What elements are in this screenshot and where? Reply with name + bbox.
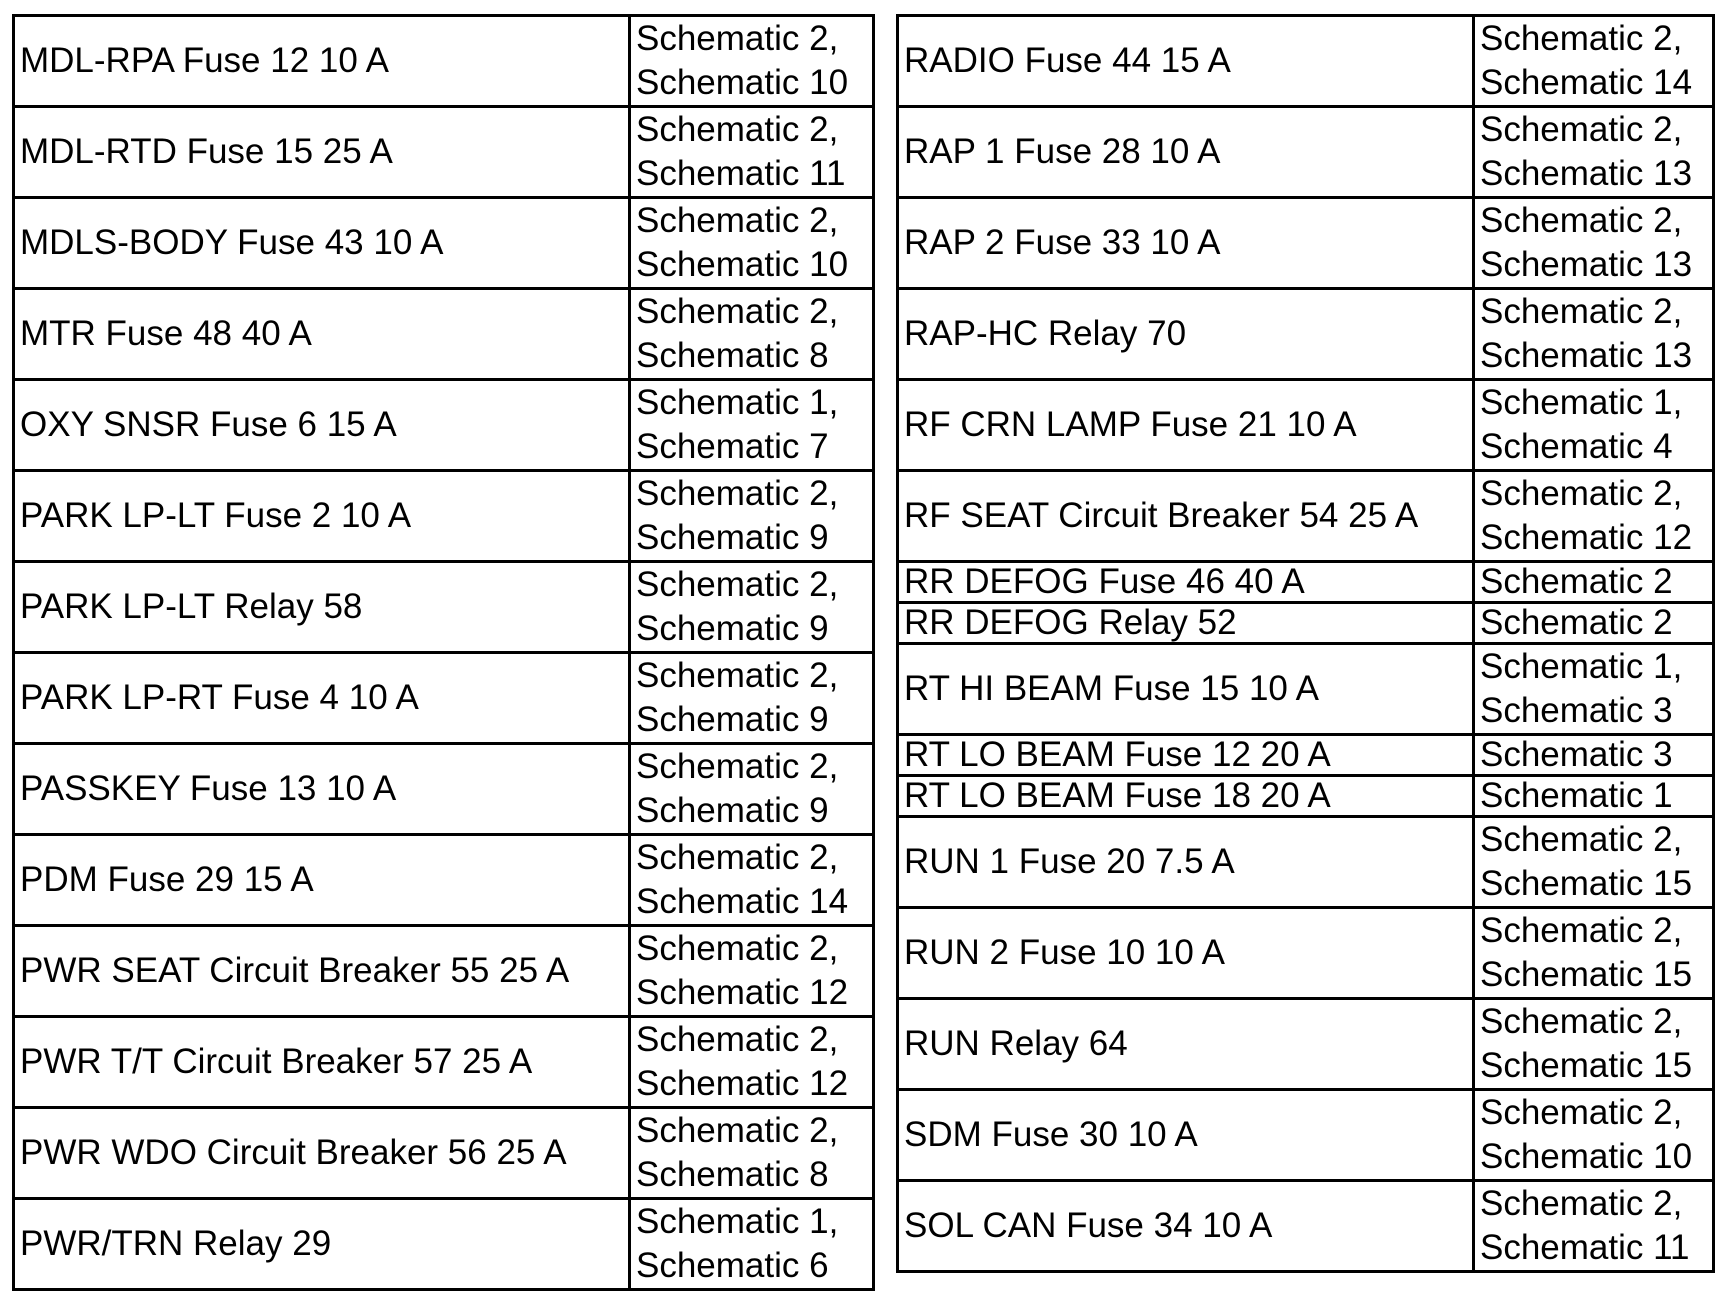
table-row	[14, 744, 874, 835]
schematic-ref-cell	[630, 1199, 874, 1290]
schematic-ref: Schematic 10	[636, 63, 849, 102]
table-row	[14, 1199, 874, 1290]
schematic-ref: Schematic 13	[1480, 336, 1693, 375]
schematic-ref-cell	[1474, 603, 1714, 644]
schematic-ref-cell	[630, 744, 874, 835]
schematic-ref: Schematic 14	[636, 882, 849, 921]
fuse-table-right	[896, 14, 1715, 1273]
component-cell: RF SEAT Circuit Breaker 54 25 A	[898, 471, 1474, 562]
schematic-ref: Schematic 9	[636, 700, 829, 739]
table-row	[898, 562, 1714, 603]
schematic-ref-cell	[1474, 817, 1714, 908]
schematic-ref: Schematic 13	[1480, 154, 1693, 193]
component-cell: PWR SEAT Circuit Breaker 55 25 A	[14, 926, 630, 1017]
schematic-ref: Schematic 6	[636, 1246, 829, 1285]
component-cell: RUN Relay 64	[898, 999, 1474, 1090]
schematic-ref-cell	[630, 380, 874, 471]
component-cell: PARK LP-RT Fuse 4 10 A	[14, 653, 630, 744]
schematic-ref-cell	[1474, 380, 1714, 471]
table-row	[14, 380, 874, 471]
schematic-ref: Schematic 9	[636, 791, 829, 830]
table-row	[14, 926, 874, 1017]
table-row	[898, 107, 1714, 198]
schematic-ref: Schematic 2,	[1480, 911, 1683, 950]
schematic-ref: Schematic 15	[1480, 955, 1693, 994]
component-cell: MDL-RPA Fuse 12 10 A	[14, 16, 630, 107]
table-row	[14, 653, 874, 744]
schematic-ref: Schematic 9	[636, 609, 829, 648]
schematic-ref-cell	[1474, 644, 1714, 735]
schematic-ref: Schematic 1,	[636, 383, 839, 422]
schematic-ref-cell	[1474, 735, 1714, 776]
schematic-ref: Schematic 2,	[1480, 292, 1683, 331]
component-cell: RAP 2 Fuse 33 10 A	[898, 198, 1474, 289]
component-cell: RT HI BEAM Fuse 15 10 A	[898, 644, 1474, 735]
table-row	[898, 817, 1714, 908]
table-row	[898, 1181, 1714, 1272]
schematic-ref: Schematic 2,	[636, 656, 839, 695]
schematic-ref-cell	[1474, 289, 1714, 380]
table-row	[898, 289, 1714, 380]
schematic-ref-cell	[1474, 471, 1714, 562]
schematic-ref: Schematic 11	[636, 154, 846, 193]
schematic-ref: Schematic 2	[1480, 603, 1673, 642]
component-cell: RT LO BEAM Fuse 18 20 A	[898, 776, 1474, 817]
schematic-ref: Schematic 12	[1480, 518, 1693, 557]
component-cell: PASSKEY Fuse 13 10 A	[14, 744, 630, 835]
table-row	[898, 198, 1714, 289]
schematic-ref: Schematic 15	[1480, 864, 1693, 903]
component-cell: SDM Fuse 30 10 A	[898, 1090, 1474, 1181]
schematic-ref: Schematic 2,	[636, 1020, 839, 1059]
fuse-table-left	[12, 14, 875, 1291]
table-row	[898, 776, 1714, 817]
schematic-ref-cell	[1474, 562, 1714, 603]
schematic-ref: Schematic 2,	[1480, 820, 1683, 859]
table-row	[14, 835, 874, 926]
table-row	[14, 1108, 874, 1199]
schematic-ref-cell	[1474, 908, 1714, 999]
schematic-ref: Schematic 2,	[1480, 1184, 1683, 1223]
component-cell: PDM Fuse 29 15 A	[14, 835, 630, 926]
table-row	[898, 380, 1714, 471]
schematic-ref-cell	[630, 1017, 874, 1108]
schematic-ref-cell	[1474, 16, 1714, 107]
component-cell: OXY SNSR Fuse 6 15 A	[14, 380, 630, 471]
schematic-ref: Schematic 11	[1480, 1228, 1690, 1267]
table-row	[898, 908, 1714, 999]
table-row	[898, 1090, 1714, 1181]
component-cell: RADIO Fuse 44 15 A	[898, 16, 1474, 107]
schematic-ref-cell	[630, 289, 874, 380]
component-cell: RUN 1 Fuse 20 7.5 A	[898, 817, 1474, 908]
table-row	[14, 198, 874, 289]
table-row	[14, 1017, 874, 1108]
component-cell: MDL-RTD Fuse 15 25 A	[14, 107, 630, 198]
schematic-ref: Schematic 10	[636, 245, 849, 284]
component-cell: PWR WDO Circuit Breaker 56 25 A	[14, 1108, 630, 1199]
schematic-ref: Schematic 12	[636, 973, 849, 1012]
schematic-ref-cell	[1474, 1181, 1714, 1272]
component-cell: MDLS-BODY Fuse 43 10 A	[14, 198, 630, 289]
fuse-table-left-body	[14, 16, 874, 1290]
schematic-ref: Schematic 2,	[1480, 1002, 1683, 1041]
schematic-ref-cell	[630, 198, 874, 289]
schematic-ref: Schematic 2,	[636, 1111, 839, 1150]
table-row	[14, 562, 874, 653]
component-cell: PWR/TRN Relay 29	[14, 1199, 630, 1290]
table-row	[14, 107, 874, 198]
component-cell: RT LO BEAM Fuse 12 20 A	[898, 735, 1474, 776]
schematic-ref: Schematic 2,	[636, 747, 839, 786]
schematic-ref: Schematic 1,	[1480, 647, 1683, 686]
schematic-ref: Schematic 2,	[1480, 474, 1683, 513]
component-cell: PARK LP-LT Fuse 2 10 A	[14, 471, 630, 562]
schematic-ref: Schematic 2,	[1480, 19, 1683, 58]
schematic-ref-cell	[630, 835, 874, 926]
table-row	[898, 999, 1714, 1090]
schematic-ref: Schematic 2,	[1480, 1093, 1683, 1132]
schematic-ref-cell	[630, 562, 874, 653]
component-cell: PWR T/T Circuit Breaker 57 25 A	[14, 1017, 630, 1108]
component-cell: MTR Fuse 48 40 A	[14, 289, 630, 380]
schematic-ref-cell	[1474, 999, 1714, 1090]
schematic-ref: Schematic 2,	[1480, 201, 1683, 240]
schematic-ref: Schematic 2,	[636, 929, 839, 968]
schematic-ref: Schematic 12	[636, 1064, 849, 1103]
schematic-ref: Schematic 2,	[636, 565, 839, 604]
schematic-ref: Schematic 13	[1480, 245, 1693, 284]
component-cell: PARK LP-LT Relay 58	[14, 562, 630, 653]
schematic-ref-cell	[1474, 107, 1714, 198]
component-cell: RF CRN LAMP Fuse 21 10 A	[898, 380, 1474, 471]
schematic-ref: Schematic 3	[1480, 691, 1673, 730]
schematic-ref-cell	[630, 471, 874, 562]
fuse-table-right-body	[898, 16, 1714, 1272]
component-cell: RAP-HC Relay 70	[898, 289, 1474, 380]
table-row	[14, 16, 874, 107]
schematic-ref-cell	[630, 926, 874, 1017]
component-cell: RAP 1 Fuse 28 10 A	[898, 107, 1474, 198]
table-row	[898, 644, 1714, 735]
schematic-ref-cell	[630, 16, 874, 107]
schematic-ref: Schematic 9	[636, 518, 829, 557]
schematic-ref: Schematic 7	[636, 427, 829, 466]
schematic-ref: Schematic 2,	[636, 110, 839, 149]
schematic-ref: Schematic 2,	[636, 838, 839, 877]
schematic-ref-cell	[1474, 1090, 1714, 1181]
schematic-ref: Schematic 2,	[636, 19, 839, 58]
schematic-ref-cell	[1474, 198, 1714, 289]
schematic-ref: Schematic 8	[636, 336, 829, 375]
schematic-ref-cell	[630, 107, 874, 198]
table-row	[898, 471, 1714, 562]
table-row	[898, 735, 1714, 776]
component-cell: SOL CAN Fuse 34 10 A	[898, 1181, 1474, 1272]
schematic-ref: Schematic 4	[1480, 427, 1673, 466]
schematic-ref: Schematic 1	[1480, 776, 1673, 815]
schematic-ref: Schematic 10	[1480, 1137, 1693, 1176]
table-row	[14, 471, 874, 562]
schematic-ref: Schematic 2,	[1480, 110, 1683, 149]
schematic-ref: Schematic 2	[1480, 562, 1673, 601]
schematic-ref: Schematic 8	[636, 1155, 829, 1194]
schematic-ref-cell	[630, 653, 874, 744]
schematic-ref: Schematic 2,	[636, 474, 839, 513]
schematic-ref-cell	[630, 1108, 874, 1199]
schematic-ref: Schematic 3	[1480, 735, 1673, 774]
schematic-ref: Schematic 1,	[1480, 383, 1683, 422]
schematic-ref: Schematic 2,	[636, 292, 839, 331]
table-row	[898, 16, 1714, 107]
schematic-ref: Schematic 1,	[636, 1202, 839, 1241]
component-cell: RUN 2 Fuse 10 10 A	[898, 908, 1474, 999]
table-row	[14, 289, 874, 380]
table-row	[898, 603, 1714, 644]
schematic-ref: Schematic 14	[1480, 63, 1693, 102]
component-cell: RR DEFOG Relay 52	[898, 603, 1474, 644]
schematic-ref: Schematic 15	[1480, 1046, 1693, 1085]
schematic-ref: Schematic 2,	[636, 201, 839, 240]
schematic-ref-cell	[1474, 776, 1714, 817]
component-cell: RR DEFOG Fuse 46 40 A	[898, 562, 1474, 603]
